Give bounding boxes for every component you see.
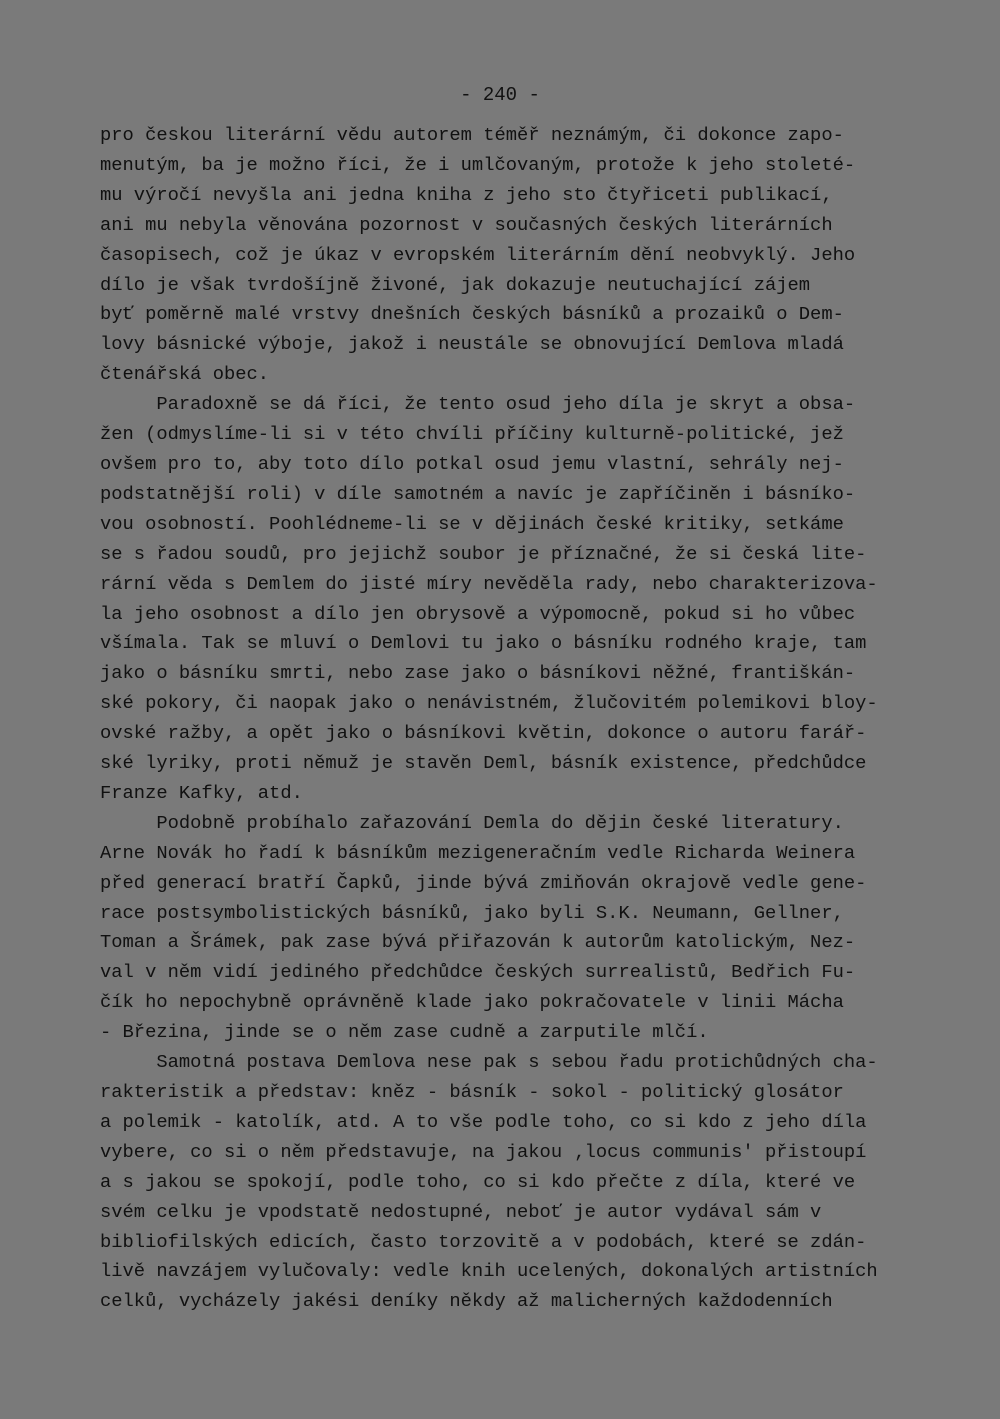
text-line: Franze Kafky, atd. [100, 781, 303, 804]
text-line: Samotná postava Demlova nese pak s sebou řadu protichůdných cha- [100, 1051, 878, 1074]
text-line: žen (odmyslíme-li si v této chvíli příčiny kulturně-politické, jež [100, 423, 844, 446]
text-line: podstatnější roli) v díle samotném a navíc je zapříčiněn i básníko- [100, 482, 856, 505]
text-line: Toman a Šrámek, pak zase bývá přiřazován k autorům katolickým, Nez- [100, 931, 856, 954]
text-line: Arne Novák ho řadí k básníkům mezigeneračním vedle Richarda Weinera [100, 841, 856, 864]
text-line: Podobně probíhalo zařazování Demla do dějin české literatury. [100, 811, 844, 834]
text-line: a s jakou se spokojí, podle toho, co si kdo přečte z díla, které ve [100, 1170, 856, 1193]
text-line: pro českou literární vědu autorem téměř neznámým, či dokonce zapo- [100, 124, 844, 146]
text-line: byť poměrně malé vrstvy dnešních českých básníků a prozaiků o Dem- [100, 303, 844, 326]
page-number: - 240 - [460, 84, 540, 106]
text-line: svém celku je vpodstatě nedostupné, neboť je autor vydával sám v [100, 1200, 822, 1223]
text-line: časopisech, což je úkaz v evropském literárním dění neobvyklý. Jeho [100, 243, 856, 266]
text-line: vou osobností. Poohlédneme-li se v dějinách české kritiky, setkáme [100, 512, 844, 535]
text-line: se s řadou soudů, pro jejichž soubor je příznačné, že si česká lite- [100, 542, 867, 565]
text-line: před generací bratří Čapků, jinde bývá zmiňován okrajově vedle gene- [100, 871, 867, 894]
text-line: lovy básnické výboje, jakož i neustále se obnovující Demlova mladá [100, 333, 844, 356]
text-line: dílo je však tvrdošíjně živoné, jak dokazuje neutuchající zájem [100, 273, 811, 296]
text-line: jako o básníku smrti, nebo zase jako o básníkovi něžné, františkán- [100, 662, 856, 685]
text-line: menutým, ba je možno říci, že i umlčovaným, protože k jeho stoleté- [100, 153, 856, 176]
text-line: race postsymbolistických básníků, jako byli S.K. Neumann, Gellner, [100, 901, 844, 924]
text-line: livě navzájem vylučovaly: vedle knih ucelených, dokonalých artistních [100, 1260, 878, 1283]
text-line: val v něm vidí jediného předchůdce českých surrealistů, Bedřich Fu- [100, 961, 856, 984]
text-line: celků, vycházely jakési deníky někdy až malicherných každodenních [100, 1290, 833, 1313]
text-line: la jeho osobnost a dílo jen obrysově a výpomocně, pokud si ho vůbec [100, 602, 856, 625]
text-line: ani mu nebyla věnována pozornost v současných českých literárních [100, 213, 833, 236]
text-line: mu výročí nevyšla ani jedna kniha z jeho sto čtyřiceti publikací, [100, 183, 833, 206]
text-line: ovské ražby, a opět jako o básníkovi květin, dokonce o autoru farář- [100, 722, 867, 745]
text-line: a polemik - katolík, atd. A to vše podle toho, co si kdo z jeho díla [100, 1110, 867, 1133]
text-line: vybere, co si o něm představuje, na jakou ‚locus communis' přistoupí [100, 1140, 867, 1163]
text-line: ské pokory, či naopak jako o nenávistném, žlučovitém polemikovi bloy- [100, 692, 878, 715]
text-line: ské lyriky, proti němuž je stavěn Deml, básník existence, předchůdce [100, 752, 867, 775]
text-line: ovšem pro to, aby toto dílo potkal osud jemu vlastní, sehrály nej- [100, 452, 844, 475]
text-line: čík ho nepochybně oprávněně klade jako pokračovatele v linii Mácha [100, 991, 844, 1014]
text-line: rakteristik a představ: kněz - básník - sokol - politický glosátor [100, 1081, 844, 1103]
text-line: rární věda s Demlem do jisté míry nevěděla rady, nebo charakterizova- [100, 572, 878, 595]
text-line: Paradoxně se dá říci, že tento osud jeho díla je skryt a obsa- [100, 393, 856, 416]
text-line: všímala. Tak se mluví o Demlovi tu jako o básníku rodného kraje, tam [100, 632, 867, 655]
text-line: čtenářská obec. [100, 363, 270, 386]
text-line: bibliofilských edicích, často torzovitě a v podobách, které se zdán- [100, 1230, 867, 1253]
text-line: - Březina, jinde se o něm zase cudně a zarputile mlčí. [100, 1021, 709, 1044]
body-text [100, 121, 930, 1317]
